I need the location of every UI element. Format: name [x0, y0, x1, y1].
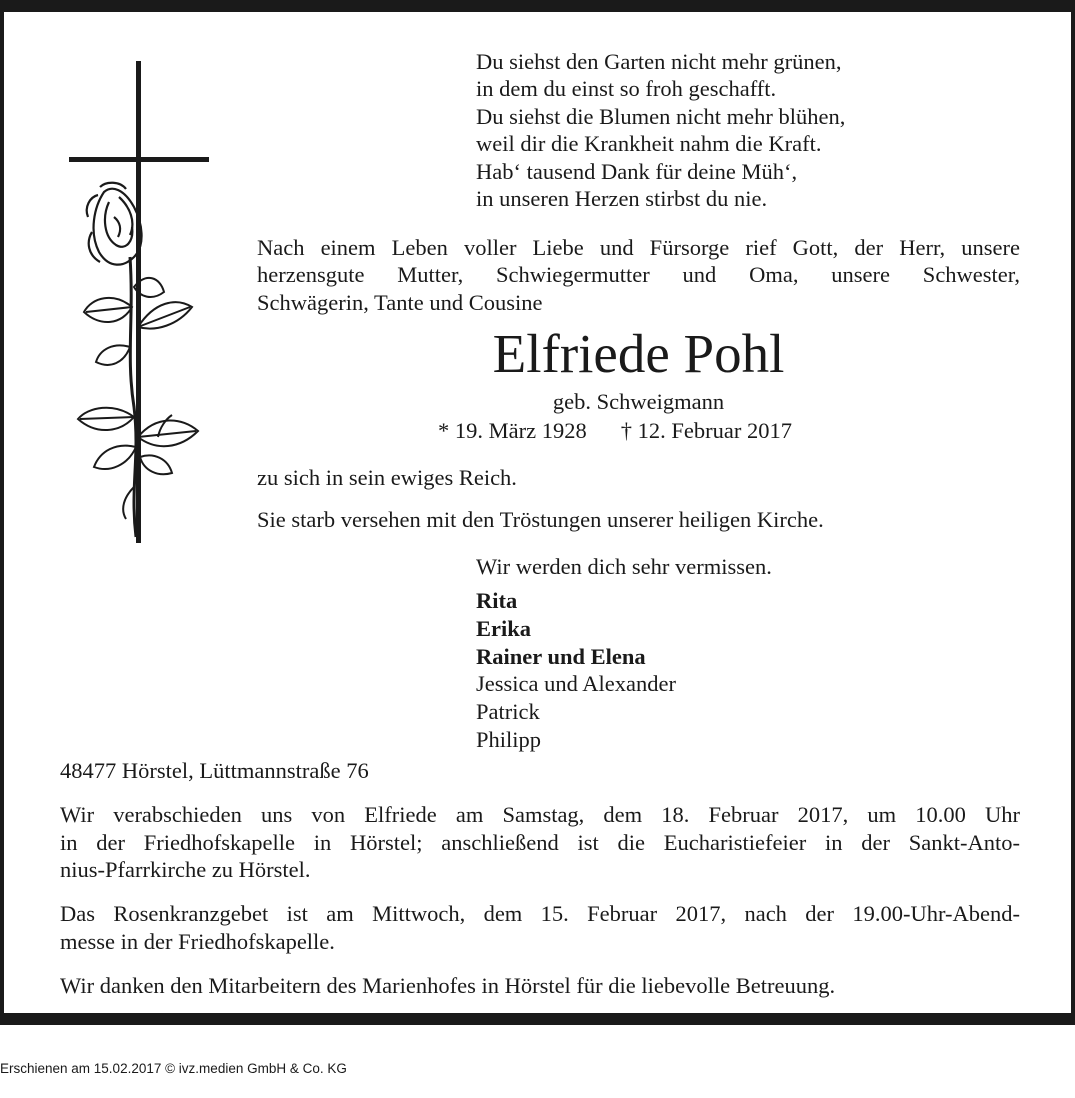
thanks-paragraph	[60, 972, 1020, 1000]
poem-line: in dem du einst so froh geschafft.	[476, 76, 777, 102]
paragraph-line: Das Rosenkranzgebet ist am Mittwoch, dem 15. Februar 2017, nach der 19.00-Uhr-Abend-	[60, 901, 1020, 926]
farewell-paragraph	[60, 801, 1020, 884]
intro-line: Schwägerin, Tante und Cousine	[257, 289, 543, 315]
poem-line: Du siehst die Blumen nicht mehr blühen,	[476, 103, 846, 129]
mourner-name: Rita	[476, 588, 518, 613]
paragraph-line: nius-Pfarrkirche zu Hörstel.	[60, 857, 311, 883]
rosary-paragraph	[60, 900, 1020, 955]
life-dates	[438, 417, 792, 444]
address: 48477 Hörstel, Lüttmannstraße 76	[60, 758, 369, 783]
paragraph-line: Wir danken den Mitarbeitern des Marienhofes in Hörstel für die liebevolle Betreuung.	[60, 973, 836, 998]
kirche-line: Sie starb versehen mit den Tröstungen unserer heiligen Kirche.	[257, 507, 824, 532]
mourner-name: Jessica und Alexander	[476, 671, 676, 697]
intro-line: herzensgute Mutter, Schwiegermutter und Oma, unsere Schwester,	[257, 262, 1020, 288]
intro-paragraph	[257, 234, 1020, 316]
poem-line: in unseren Herzen stirbst du nie.	[476, 186, 768, 212]
poem	[476, 48, 845, 212]
paragraph-line: in der Friedhofskapelle in Hörstel; anschließend ist die Eucharistiefeier in der Sankt-Anto-	[60, 829, 1020, 855]
maiden-name: geb. Schweigmann	[552, 389, 725, 414]
death-date: † 12. Februar 2017	[620, 418, 792, 443]
cross-with-rose-icon	[64, 57, 214, 547]
paragraph-line: Wir verabschieden uns von Elfriede am Samstag, dem 18. Februar 2017, um 10.00 Uhr	[60, 802, 1020, 827]
publication-footer: Erschienen am 15.02.2017 © ivz.medien GmbH & Co. KG	[0, 1061, 347, 1076]
mourners-list	[476, 587, 676, 754]
mourner-name: Rainer und Elena	[476, 643, 646, 669]
mourner-name: Philipp	[476, 726, 542, 752]
mourner-name: Erika	[476, 615, 532, 641]
poem-line: Hab‘ tausend Dank für deine Müh‘,	[476, 158, 798, 184]
mourner-name: Patrick	[476, 699, 540, 725]
poem-line: weil dir die Krankheit nahm die Kraft.	[476, 131, 822, 157]
paragraph-line: messe in der Friedhofskapelle.	[60, 928, 335, 954]
reich-line: zu sich in sein ewiges Reich.	[257, 465, 517, 490]
intro-line: Nach einem Leben voller Liebe und Fürsorge rief Gott, der Herr, unsere	[257, 235, 1020, 260]
closing-phrase: Wir werden dich sehr vermissen.	[476, 554, 772, 579]
poem-line: Du siehst den Garten nicht mehr grünen,	[476, 49, 842, 74]
birth-date: * 19. März 1928	[438, 418, 587, 443]
deceased-name: Elfriede Pohl	[492, 323, 785, 384]
